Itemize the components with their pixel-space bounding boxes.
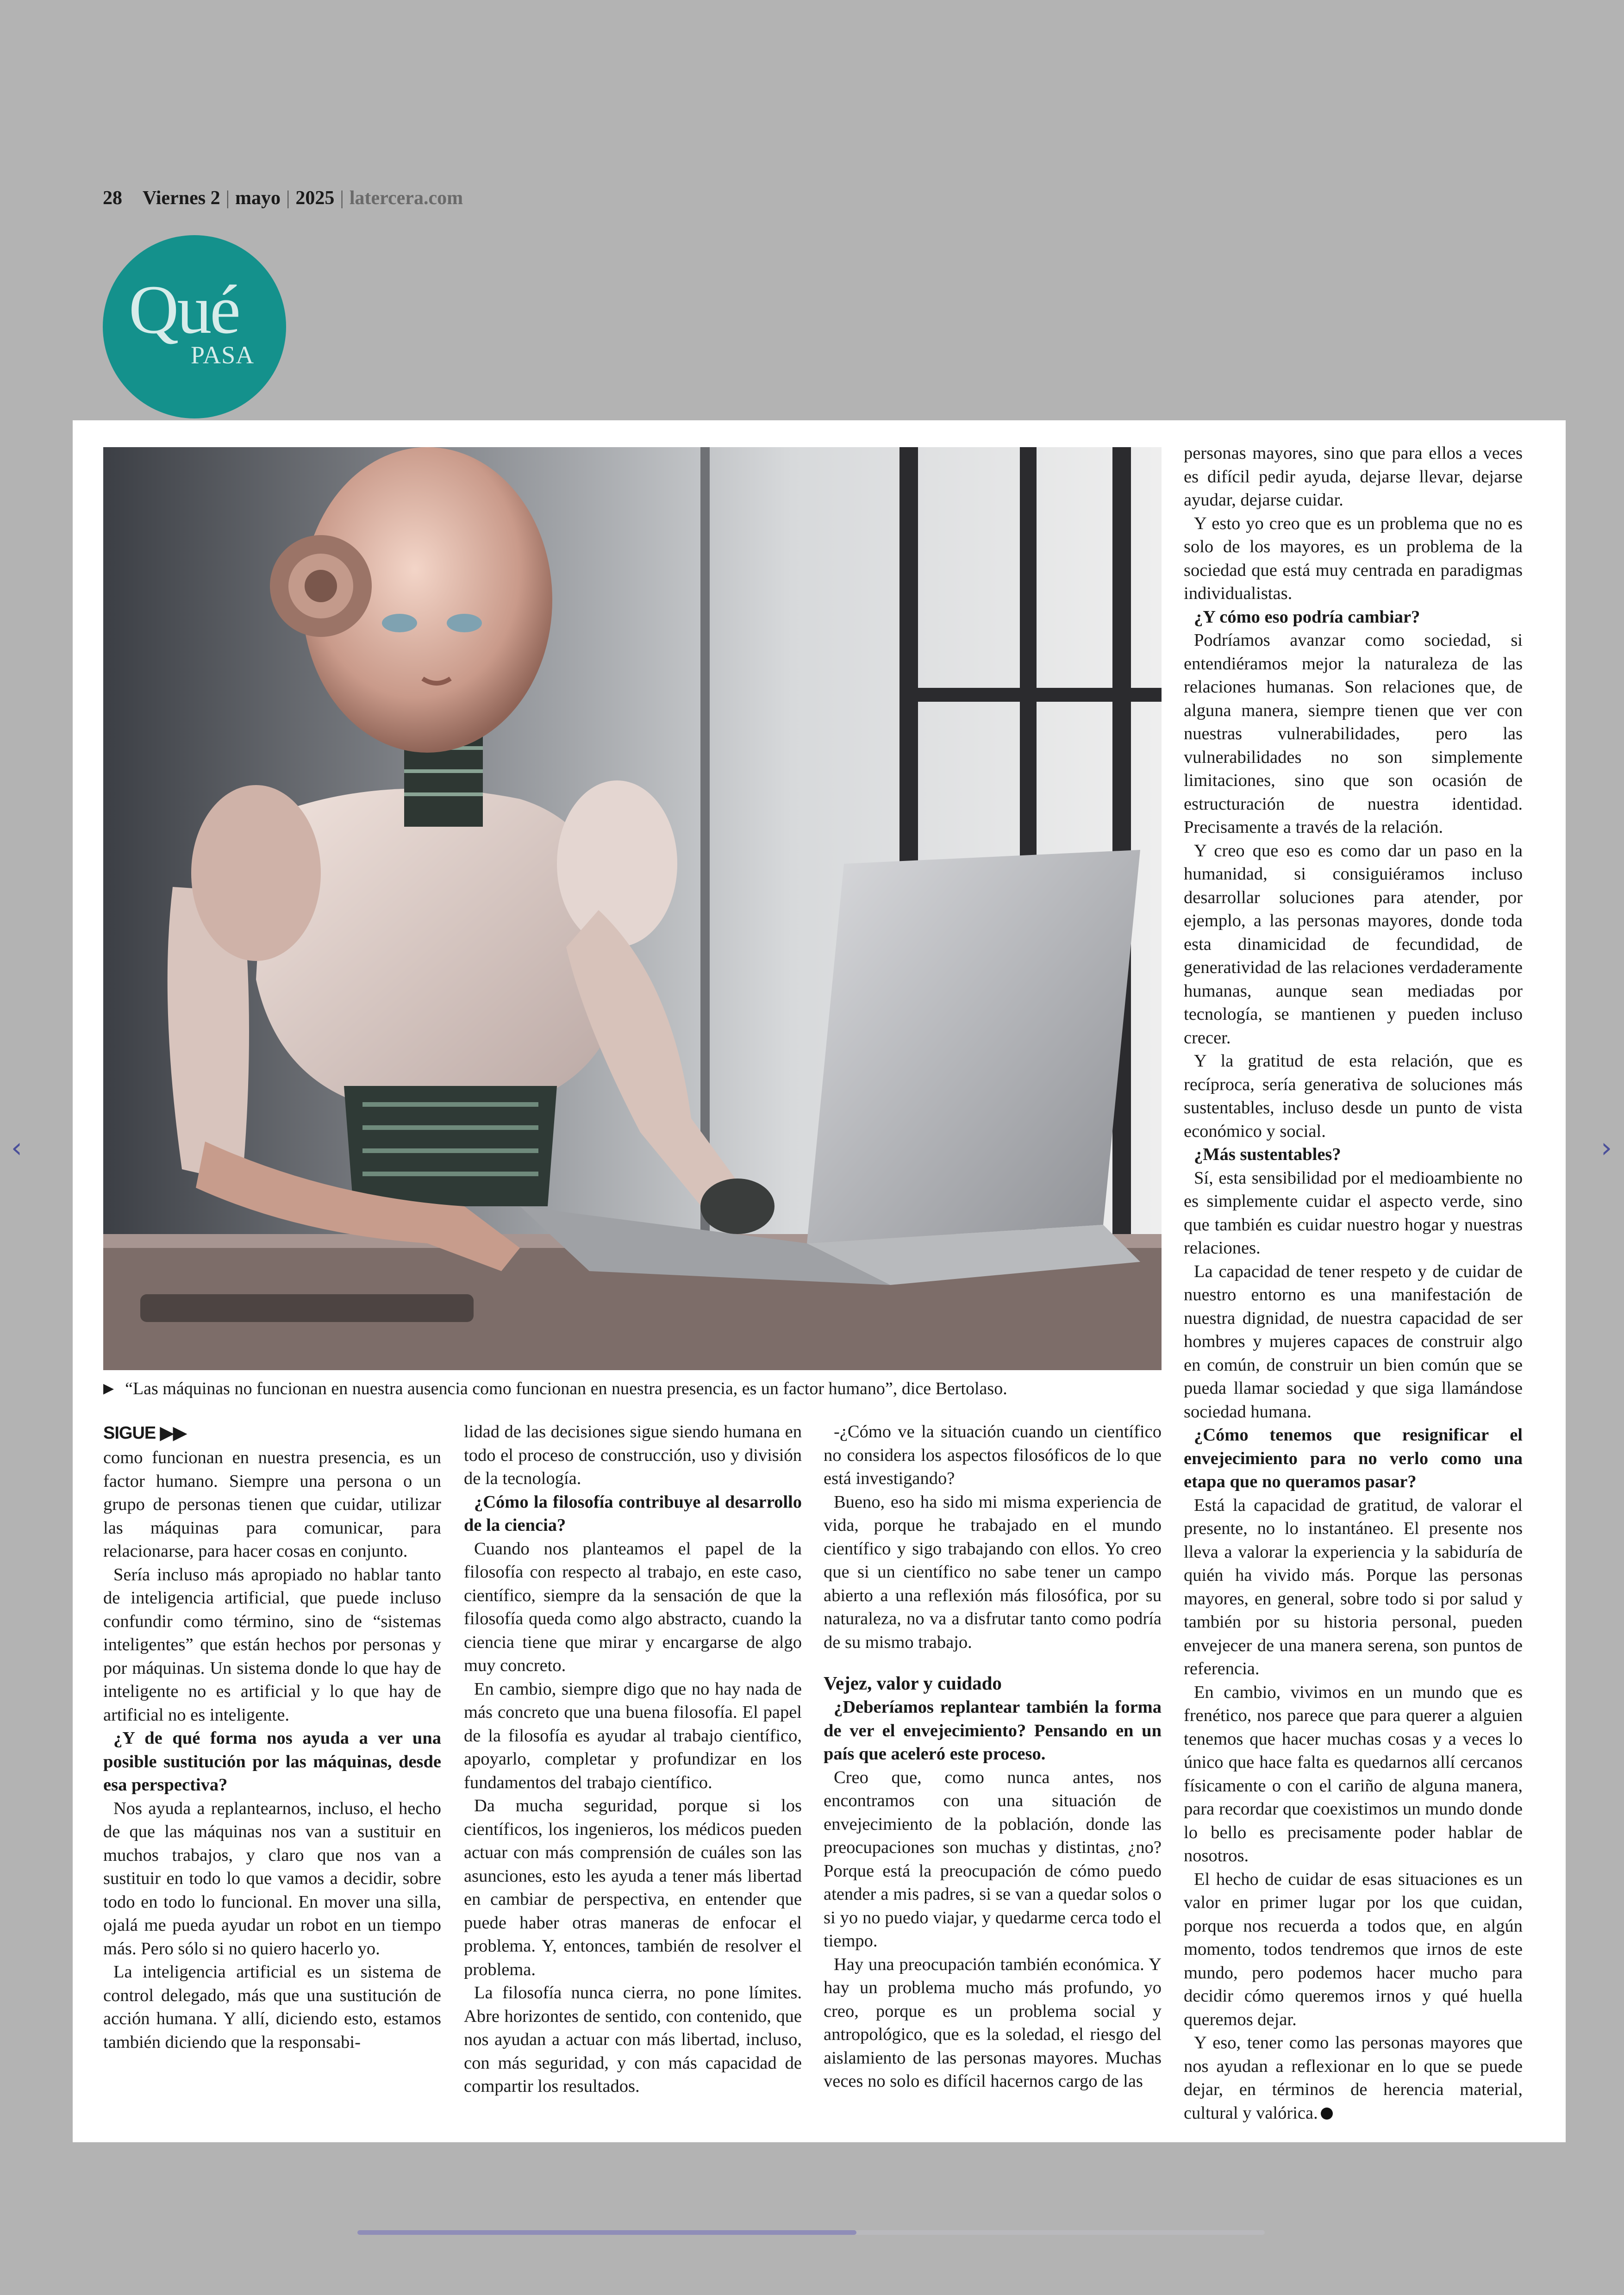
photo-caption (103, 1375, 1168, 1403)
article-paragraph: El hecho de cuidar de esas situaciones es un valor en primer lugar por los que cuidan, porque nos recuerda a todos que, en algún momento, todos tendremos que irnos de este mundo, pero podemos hacer mucho para decidir cómo queremos irnos y qué huella queremos dejar. (1184, 1869, 1523, 2029)
article-paragraph: Hay una preocupación también económica. Y hay un problema mucho más profundo, yo creo, porque es un problema social y antropológico, que es la soledad, el riesgo del aislamiento de las personas mayores. Muchas veces no solo es difícil hacernos cargo de las (824, 1954, 1162, 2091)
article-paragraph: Está la capacidad de gratitud, de valorar el presente, no lo instantáneo. El presente nos lleva a valorar la experiencia y la sabiduría de quién ha vivido más. Porque las personas mayores, en general, sobre todo si por salud y también por su historia personal, pueden envejecer de una manera serena, son puntos de referencia. (1184, 1495, 1523, 1678)
article-paragraph: Creo que, como nunca antes, nos encontramos con una situación de envejecimiento de la población, donde las preocupaciones son muchas y distintas, ¿no? Porque está la preocupación de cómo puedo atender a mis padres, si se van a quedar solos o si yo no puedo viajar, y quedarme cerca todo el tiempo. (824, 1767, 1162, 1951)
caption-text: “Las máquinas no funcionan en nuestra ausencia como funcionan en nuestra presencia, es un factor humano”, dice Bertolaso. (125, 1379, 1007, 1398)
article-paragraph: Y creo que eso es como dar un paso en la humanidad, si consiguiéramos incluso desarrollar soluciones para atender, por ejemplo, a las personas mayores, donde toda esta dinamicidad de fecundidad, de generatividad de las relaciones verdaderamente humanas, aunque sean mediadas por tecnología, se mantienen y pueden incluso crecer. (1184, 841, 1523, 1048)
article-paragraph: personas mayores, sino que para ellos a veces es difícil pedir ayuda, dejarse llevar, dejarse ayudar, dejarse cuidar. (1184, 443, 1523, 510)
header-site: latercera.com (349, 187, 463, 209)
end-mark-icon (1321, 2108, 1333, 2120)
que-pasa-logo (103, 235, 286, 418)
header-separator: | (340, 187, 344, 209)
article-column-2 (464, 1420, 802, 2098)
article-paragraph: como funcionan en nuestra presencia, es un factor humano. Siempre una persona o un grupo de personas tienen que cuidar, utilizar las máquinas para comunicar, para relacionarse, para hacer cosas en conjunto. (103, 1448, 441, 1561)
newspaper-page (73, 420, 1566, 2142)
section-heading: Vejez, valor y cuidado (824, 1672, 1002, 1694)
interview-question: ¿Cómo tenemos que resignificar el envejecimiento para no verlo como una etapa que no queramos pasar? (1184, 1425, 1523, 1491)
logo-que-text: Qué (129, 271, 239, 348)
article-paragraph: Sí, esta sensibilidad por el medioambiente no es simplemente cuidar el aspecto verde, sino que también es cuidar nuestro hogar y nuestras relaciones. (1184, 1168, 1523, 1258)
article-paragraph: Podríamos avanzar como sociedad, si entendiéramos mejor la naturaleza de las relaciones humanas. Son relaciones que, de alguna manera, siempre tienen que ver con nuestras vulnerabilidades, pero las vulnerabilidades no son simplemente limitaciones, sino que son ocasión de estructuración de nuestra identidad. Precisamente a través de la relación. (1184, 630, 1523, 837)
interview-question: ¿Más sustentables? (1194, 1145, 1341, 1164)
article-paragraph: Nos ayuda a replantearnos, incluso, el hecho de que las máquinas nos van a sustituir en muchos trabajos, y claro que nos van a sustituir en todo lo que vamos a decidir, sobre todo en todo lo funcional. En mover una silla, ojalá me pueda ayudar un robot en un tiempo más. Pero sólo si no quiero hacerlo yo. (103, 1798, 441, 1958)
article-paragraph: lidad de las decisiones sigue siendo humana en todo el proceso de construcción, uso y división de la tecnología. (464, 1422, 802, 1488)
article-paragraph-text: Y eso, tener como las personas mayores que nos ayudan a reflexionar en lo que se puede dejar, en términos de herencia material, cultural y valórica. (1184, 2033, 1523, 2123)
interview-question: ¿Cómo la filosofía contribuye al desarrollo de la ciencia? (464, 1492, 802, 1535)
article-paragraph: La capacidad de tener respeto y de cuidar de nuestro entorno es una manifestación de nuestra dignidad, de nuestra capacidad de ser hombres y mujeres capaces de construir algo en común, de construir un bien común que se pueda llamar sociedad y que siga llamándose sociedad humana. (1184, 1261, 1523, 1422)
interview-question: ¿Y de qué forma nos ayuda a ver una posible sustitución por las máquinas, desde esa perspectiva? (103, 1728, 441, 1795)
header-separator: | (286, 187, 290, 209)
header-day: Viernes 2 (143, 187, 220, 209)
article-column-1 (103, 1446, 441, 2054)
page-number: 28 (103, 187, 122, 209)
interview-question: ¿Y cómo eso podría cambiar? (1194, 607, 1420, 627)
caption-triangle-icon: ▶ (103, 1381, 114, 1396)
article-paragraph: -¿Cómo ve la situación cuando un científico no considera los aspectos filosóficos de lo que está investigando? (824, 1422, 1162, 1488)
scrollbar-thumb[interactable] (357, 2230, 856, 2235)
article-paragraph: Da mucha seguridad, porque si los científicos, los ingenieros, los médicos pueden actuar con más comprensión de cuáles son las asunciones, esto les ayuda a tener más libertad en cambiar de perspectiva, en entender que puede haber otras maneras de enfocar el problema. Y, entonces, también de resolver el problema. (464, 1796, 802, 1979)
article-paragraph: En cambio, siempre digo que no hay nada de más concreto que una buena filosofía. El papel de la filosofía es ayudar al trabajo científico, apoyarlo, completar y profundizar en los fundamentos del trabajo científico. (464, 1679, 802, 1792)
article-paragraph: Y esto yo creo que es un problema que no es solo de los mayores, es un problema de la sociedad que está muy centrada en paradigmas individualistas. (1184, 513, 1523, 603)
robot-photo (103, 447, 1162, 1370)
article-paragraph: Sería incluso más apropiado no hablar tanto de inteligencia artificial, que puede incluso confundir como término, sino de “sistemas inteligentes” que están hechos por personas y por máquinas. Un sistema donde lo que hay de inteligente no es artificial y lo que hay de artificial no es inteligente. (103, 1565, 441, 1725)
interview-question: ¿Deberíamos replantear también la forma de ver el envejecimiento? Pensando en un país que aceleró este proceso. (824, 1697, 1162, 1764)
article-column-4 (1184, 442, 1523, 2125)
page-scrollbar[interactable] (357, 2230, 1265, 2235)
logo-pasa-text: PASA (191, 341, 255, 369)
article-paragraph: La filosofía nunca cierra, no pone límites. Abre horizontes de sentido, con contenido, que nos ayudan a actuar con más libertad, incluso, con más seguridad, y con más capacidad de compartir los resultados. (464, 1983, 802, 2096)
article-paragraph: Y la gratitud de esta relación, que es recíproca, sería generativa de soluciones más sustentables, incluso desde un punto de vista económico y social. (1184, 1051, 1523, 1141)
article-paragraph: Bueno, eso ha sido mi misma experiencia de vida, porque he trabajado en el mundo científico y sigo trabajando con ellos. Yo creo que si un científico no sabe tener un campo abierto a una reflexión más filosófica, por su naturaleza, no va a disfrutar tanto como podría de su mismo trabajo. (824, 1492, 1162, 1652)
next-page-arrow-icon[interactable]: › (1601, 1132, 1612, 1164)
header-separator: | (225, 187, 230, 209)
header-month: mayo (235, 187, 281, 209)
article-paragraph: Cuando nos planteamos el papel de la filosofía con respecto al trabajo, en este caso, científico, siempre da la sensación de que la filosofía queda como algo abstracto, cuando la ciencia tiene que mirar y encargarse de algo muy concreto. (464, 1539, 802, 1675)
article-paragraph (1184, 2031, 1523, 2125)
sigue-label: SIGUE ▶▶ (103, 1423, 187, 1443)
article-paragraph: En cambio, vivimos en un mundo que es frenético, nos parece que para querer a alguien tenemos que hacer muchas cosas y a veces lo único que hace falta es quedarnos allí cercanos físicamente o con el cariño de alguna manera, para recordar que coexistimos un mundo donde lo bello es precisamente poder hablar de nosotros. (1184, 1682, 1523, 1865)
page-header (103, 184, 463, 212)
article-paragraph: La inteligencia artificial es un sistema de control delegado, más que una sustitución de acción humana. Y allí, diciendo esto, estamos también diciendo que la responsabi- (103, 1962, 441, 2052)
article-column-3 (824, 1420, 1162, 2093)
previous-page-arrow-icon[interactable]: ‹ (11, 1132, 22, 1164)
header-year: 2025 (295, 187, 335, 209)
